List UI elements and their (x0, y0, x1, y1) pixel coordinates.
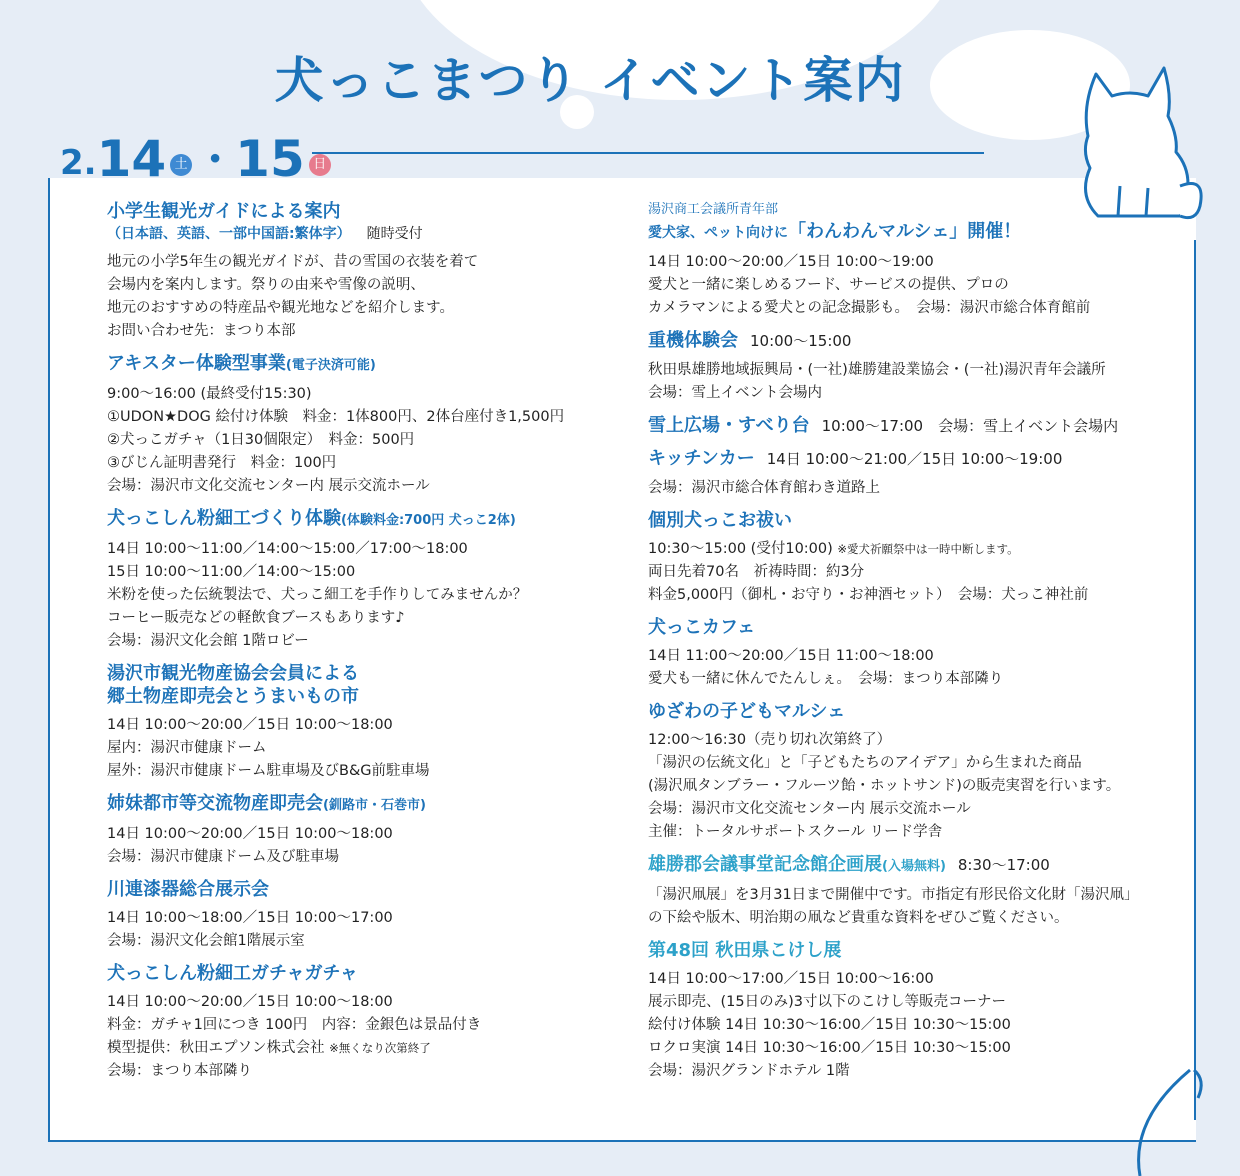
text-line: 会場：湯沢文化会館 1階ロビー (107, 633, 309, 649)
event-section (107, 792, 617, 869)
section-title: 個別犬っこお祓い (648, 510, 792, 531)
section-title: 第48回 秋田県こけし展 (648, 940, 842, 961)
text-line: ①UDON★DOG 絵付け体験 料金：1体800円、2体台座付き1,500円 (107, 409, 565, 425)
section-title: 愛犬家、ペット向けに「わんわんマルシェ」開催！ (648, 221, 1022, 242)
text-line: 14日 10:00～20:00／15日 10:00～18:00 (107, 826, 393, 842)
text-line: 14日 11:00～20:00／15日 11:00～18:00 (648, 648, 934, 664)
text-line: 会場：湯沢市健康ドーム及び駐車場 (107, 849, 339, 865)
text-line: 会場内を案内します。祭りの由来や雪像の説明、 (107, 277, 425, 293)
panel-right-border (1194, 240, 1196, 1120)
event-section (107, 878, 617, 953)
event-section (648, 447, 1178, 500)
text-line: 会場：湯沢市文化交流センター内 展示交流ホール (107, 478, 430, 494)
text-line: 地元の小学5年生の観光ガイドが、昔の雪国の衣装を着て (107, 254, 479, 270)
text-line: カメラマンによる愛犬との記念撮影も。 会場：湯沢市総合体育館前 (648, 300, 1091, 316)
text-line: 14日 10:00～11:00／14:00～15:00／17:00～18:00 (107, 541, 468, 557)
event-section (648, 939, 1178, 1083)
text-line: 12:00～16:30（売り切れ次第終了） (648, 732, 892, 748)
text-line: 14日 10:00～20:00／15日 10:00～19:00 (648, 254, 934, 270)
section-time: 14日 10:00～21:00／15日 10:00～19:00 (766, 450, 1063, 468)
text-line: 14日 10:00～20:00／15日 10:00～18:00 (107, 994, 393, 1010)
text-line: 14日 10:00～17:00／15日 10:00～16:00 (648, 971, 934, 987)
title-suffix: (入場無料) (882, 859, 946, 874)
text-line: 料金：ガチャ1回につき 100円 内容：金銀色は景品付き (107, 1017, 482, 1033)
left-column (107, 200, 617, 1092)
event-section (648, 700, 1178, 844)
page-title: 犬っこまつり イベント案内 (274, 52, 906, 109)
section-time: 8:30～17:00 (957, 856, 1050, 874)
event-section (107, 352, 617, 498)
event-section (107, 200, 617, 343)
text-line: コーヒー販売などの軽飲食ブースもあります♪ (107, 610, 405, 626)
date-day1: 14 (96, 130, 167, 188)
text-line: 愛犬と一緒に楽しめるフード、サービスの提供、プロの (648, 277, 1009, 293)
text-line: 10:30～15:00 (受付10:00) ※愛犬祈願祭中は一時中断します。 (648, 541, 1019, 557)
text-line: 15日 10:00～11:00／14:00～15:00 (107, 564, 356, 580)
text-line: 両日先着70名 祈祷時間：約3分 (648, 564, 865, 580)
text-line: 会場：湯沢グランドホテル 1階 (648, 1063, 850, 1079)
text-line: 屋外：湯沢市健康ドーム駐車場及びB&G前駐車場 (107, 763, 430, 779)
event-section (648, 853, 1178, 930)
section-title: キッチンカー 14日 10:00～21:00／15日 10:00～19:00 (648, 448, 1063, 469)
section-title: 犬っこカフェ (648, 617, 756, 638)
event-section (107, 507, 617, 653)
event-section (107, 962, 617, 1083)
subtitle-note: 随時受付 (366, 226, 423, 242)
text-line: の下絵や版木、明治期の凧など貴重な資料をぜひご覧ください。 (648, 910, 1069, 926)
sunday-badge: 日 (309, 154, 331, 176)
text-line: 米粉を使った伝統製法で、犬っこ細工を手作りしてみませんか？ (107, 587, 528, 603)
date-month: 2. (60, 143, 97, 183)
text-line: (湯沢凧タンブラー・フルーツ飴・ホットサンド)の販売実習を行います。 (648, 778, 1121, 794)
event-section (648, 509, 1178, 607)
text-line: 「湯沢の伝統文化」と「子どもたちのアイデア」から生まれた商品 (648, 755, 1082, 771)
text-line: 会場：湯沢市文化交流センター内 展示交流ホール (648, 801, 971, 817)
event-section (107, 662, 617, 783)
section-title: 犬っこしん粉細工ガチャガチャ (107, 963, 358, 984)
text-line: 料金5,000円（御札・お守り・お神酒セット） 会場：犬っこ神社前 (648, 587, 1089, 603)
text-line: 主催：トータルサポートスクール リード学舎 (648, 824, 943, 840)
date-day2: 15 (235, 130, 305, 188)
text-line: 愛犬も一緒に休んでたんしぇ。 会場：まつり本部隣り (648, 671, 1004, 687)
title-suffix: (釧路市・石巻市) (323, 798, 426, 813)
text-line: 9:00～16:00 (最終受付15:30) (107, 386, 312, 402)
text-line: 屋内：湯沢市健康ドーム (107, 740, 267, 756)
text-line: 14日 10:00～18:00／15日 10:00～17:00 (107, 910, 393, 926)
section-time: 10:00～15:00 (750, 332, 852, 350)
section-title: 姉妹都市等交流物産即売会(釧路市・石巻市) (107, 793, 426, 814)
event-section (648, 414, 1178, 438)
section-title: 雄勝郡会議事堂記念館企画展(入場無料) 8:30～17:00 (648, 854, 1050, 875)
text-line: 模型提供：秋田エプソン株式会社 ※無くなり次第終了 (107, 1040, 431, 1056)
section-title: 犬っこしん粉細工づくり体験(体験料金:700円 犬っこ2体) (107, 508, 516, 529)
section-subtitle: （日本語、英語、一部中国語:繁体字） 随時受付 (107, 226, 423, 242)
section-title: アキスター体験型事業(電子決済可能) (107, 353, 376, 374)
event-section (648, 200, 1178, 320)
text-line: 「湯沢凧展」を3月31日まで開催中です。市指定有形民俗文化財「湯沢凧」 (648, 887, 1139, 903)
text-line: 14日 10:00～20:00／15日 10:00～18:00 (107, 717, 393, 733)
note: ※無くなり次第終了 (329, 1041, 431, 1055)
title-suffix: (電子決済可能) (285, 358, 376, 373)
title-prefix: 愛犬家、ペット向けに (648, 225, 788, 241)
date-separator: ・ (195, 137, 236, 183)
text-line: 展示即売、(15日のみ)3寸以下のこけし等販売コーナー (648, 994, 1006, 1010)
section-pretitle: 湯沢商工会議所青年部 (648, 202, 779, 217)
section-title: 小学生観光ガイドによる案内 (107, 201, 341, 222)
text-line: ②犬っこガチャ（1日30個限定） 料金：500円 (107, 432, 415, 448)
event-date (60, 128, 334, 188)
text-line: 絵付け体験 14日 10:30～16:00／15日 10:30～15:00 (648, 1017, 1011, 1033)
right-column (648, 200, 1178, 1092)
text-line: 会場：まつり本部隣り (107, 1063, 252, 1079)
text-line: お問い合わせ先：まつり本部 (107, 323, 296, 339)
section-title: 雪上広場・すべり台 10:00～17:00 会場：雪上イベント会場内 (648, 415, 1119, 436)
text-line: 地元のおすすめの特産品や観光地などを紹介します。 (107, 300, 454, 316)
text-line: ③びじん証明書発行 料金：100円 (107, 455, 337, 471)
title-suffix: (体験料金:700円 犬っこ2体) (341, 513, 516, 528)
section-title: ゆざわの子どもマルシェ (648, 701, 846, 722)
note: ※愛犬祈願祭中は一時中断します。 (837, 542, 1019, 556)
section-title: 湯沢市観光物産協会会員による (107, 663, 359, 684)
event-section (648, 616, 1178, 691)
section-title: 重機体験会 10:00～15:00 (648, 330, 852, 351)
text-line: 会場：湯沢市総合体育館わき道路上 (648, 480, 880, 496)
section-title-line2: 郷土物産即売会とうまいもの市 (107, 686, 359, 707)
date-rule (312, 152, 984, 154)
saturday-badge: 土 (170, 154, 192, 176)
text-line: 会場：湯沢文化会館1階展示室 (107, 933, 305, 949)
text-line: ロクロ実演 14日 10:30～16:00／15日 10:30～15:00 (648, 1040, 1011, 1056)
text-line: 会場：雪上イベント会場内 (648, 385, 822, 401)
text-line: 秋田県雄勝地域振興局・(一社)雄勝建設業協会・(一社)湯沢青年会議所 (648, 362, 1106, 378)
section-title: 川連漆器総合展示会 (107, 879, 269, 900)
section-time: 10:00～17:00 会場：雪上イベント会場内 (821, 417, 1119, 435)
event-section (648, 329, 1178, 405)
